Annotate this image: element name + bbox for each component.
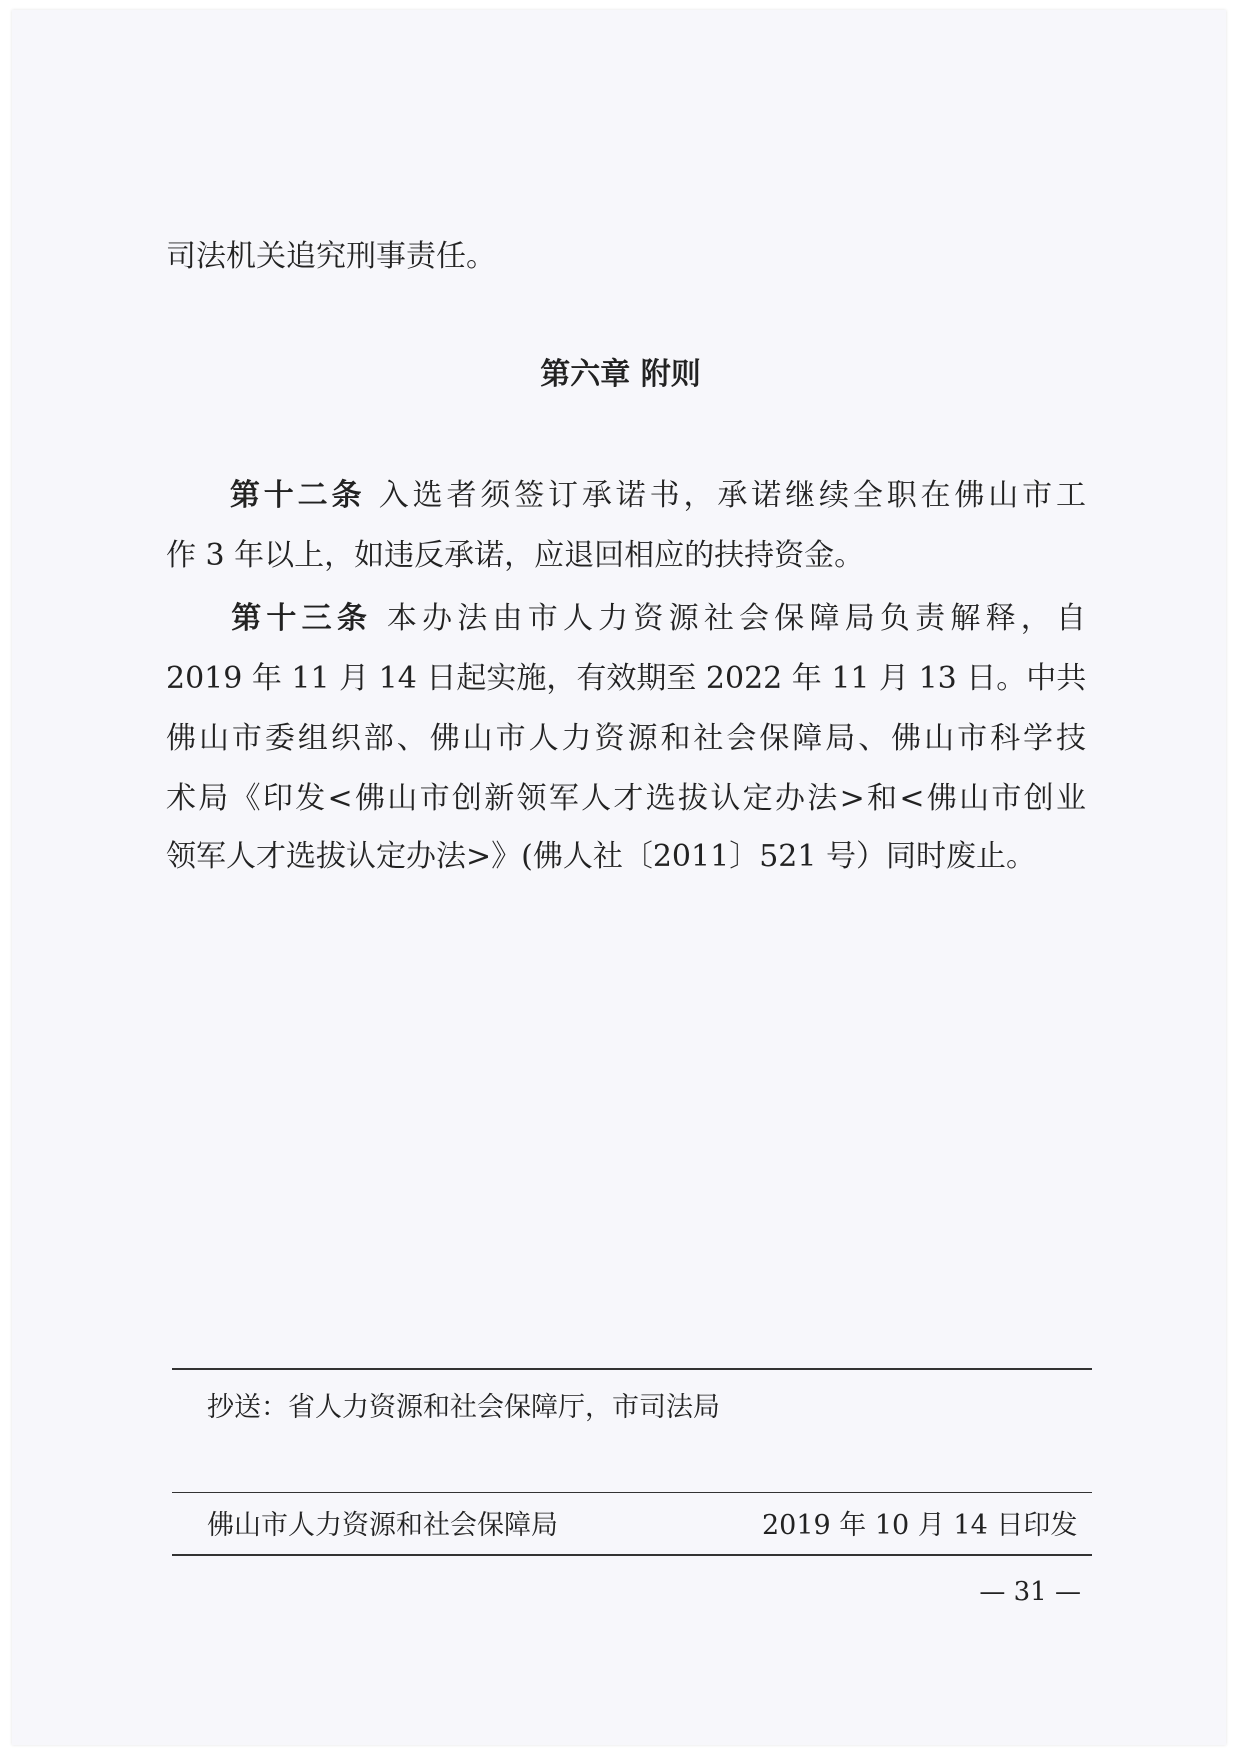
page-number: — 31 —: [979, 1577, 1081, 1607]
article-13-line-2: 2019 年 11 月 14 日起实施，有效期至 2022 年 11 月 13 日。中共: [166, 661, 1087, 696]
article-13-line-5: 领军人才选拔认定办法>》(佛人社〔2011〕521 号）同时废止。: [166, 839, 1036, 874]
article-13-line-4: 术局《印发<佛山市创新领军人才选拔认定办法>和<佛山市创业: [166, 781, 1086, 816]
article-12-line-1: [166, 476, 1086, 516]
article-12-line-2: 作 3 年以上，如违反承诺，应退回相应的扶持资金。: [166, 538, 865, 573]
footer-top-rule: [172, 1368, 1092, 1370]
article-13-text-1: 本办法由市人力资源社会保障局负责解释，自: [386, 601, 1087, 636]
chapter-title: 第六章 附则: [540, 357, 701, 392]
issuer: 佛山市人力资源和社会保障局: [207, 1510, 558, 1541]
cc-label: 抄送：: [207, 1392, 288, 1423]
article-12-text-1: 入选者须签订承诺书，承诺继续全职在佛山市工: [378, 478, 1087, 513]
footer-bottom-rule: [172, 1554, 1092, 1556]
footer-middle-rule: [172, 1492, 1092, 1493]
cc-line: [207, 1390, 720, 1426]
issue-date: 2019 年 10 月 14 日印发: [762, 1510, 1078, 1541]
continuation-text: 司法机关追究刑事责任。: [166, 239, 496, 274]
article-13-label: 第十三条: [226, 601, 373, 636]
article-13-line-1: [166, 599, 1086, 639]
article-13-line-3: 佛山市委组织部、佛山市人力资源和社会保障局、佛山市科学技: [166, 721, 1086, 756]
cc-recipients: 省人力资源和社会保障厅，市司法局: [288, 1392, 720, 1423]
article-12-label: 第十二条: [226, 478, 366, 513]
